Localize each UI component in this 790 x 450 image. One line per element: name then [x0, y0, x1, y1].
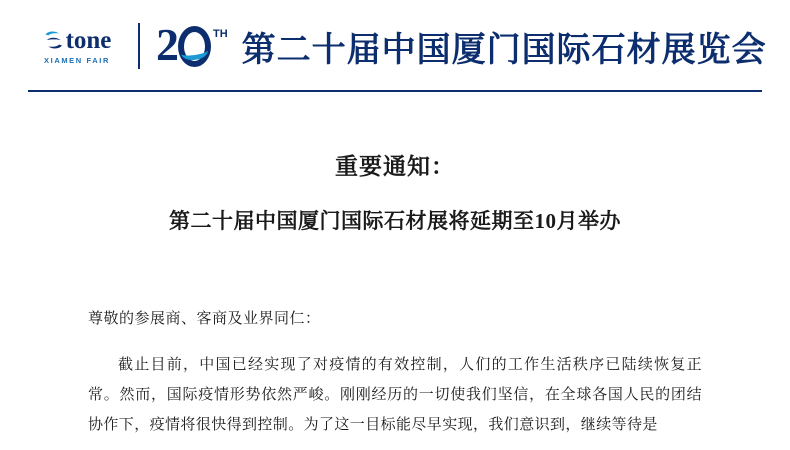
anniversary-ring-icon [178, 24, 211, 68]
notice-title: 重要通知： [335, 154, 455, 179]
logo-text: tone [65, 26, 112, 54]
header-divider [138, 23, 140, 69]
anniversary-number [156, 19, 211, 70]
stone-fair-logo [34, 28, 120, 65]
document-header [0, 0, 790, 92]
notice-subtitle: 第二十届中国厦门国际石材展将延期至10月举办 [169, 209, 621, 233]
anniversary-digit-two: 2 [156, 19, 178, 70]
anniversary-mark [156, 19, 228, 70]
document-body [0, 148, 790, 440]
salutation: 尊敬的参展商、客商及业界同仁： [88, 311, 321, 327]
logo-subtitle: XIAMEN FAIR [44, 55, 110, 65]
body-paragraph-1: 截止目前，中国已经实现了对疫情的有效控制，人们的工作生活秩序已陆续恢复正常。然而，国际疫情形势依然严峻。刚刚经历的一切使我们坚信，在全球各国人民的团结协作下，疫情将很快得到控制。为了这一目标能尽早实现，我们意识到，继续等待是 [88, 357, 702, 433]
header-title: 第二十届中国厦门国际石材展览会 [241, 31, 767, 69]
stone-s-icon [43, 29, 65, 51]
logo-wordmark [43, 28, 112, 53]
anniversary-suffix: TH [213, 28, 228, 40]
